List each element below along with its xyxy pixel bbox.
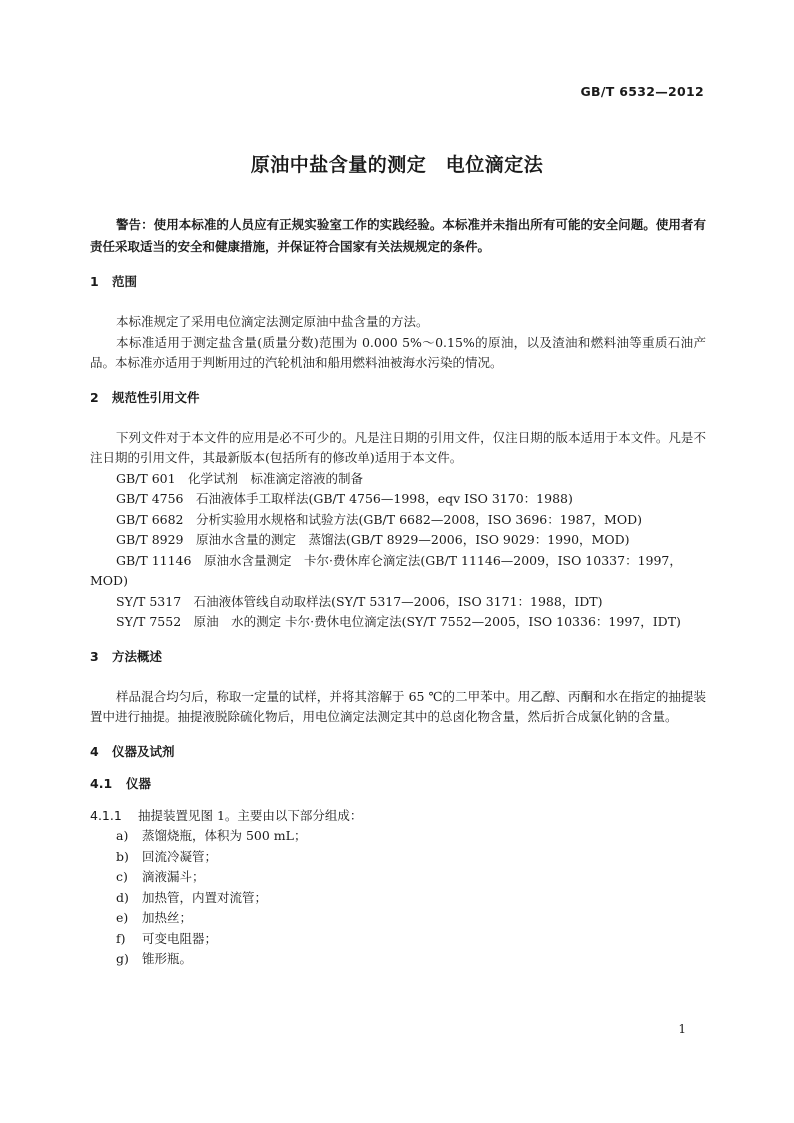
reference-item: GB/T 6682 分析实验用水规格和试验方法(GB/T 6682—2008，ISO 3696：1987，MOD)	[116, 511, 642, 527]
section-title: 方法概述	[112, 648, 163, 664]
section-number: 4	[90, 743, 99, 759]
section-1-heading	[90, 272, 706, 292]
scope-paragraph-1: 本标准规定了采用电位滴定法测定原油中盐含量的方法。	[116, 314, 429, 329]
references-intro: 下列文件对于本文件的应用是必不可少的。凡是注日期的引用文件，仅注日期的版本适用于本文件。凡是不注日期的引用文件，其最新版本(包括所有的修改单)适用于本文件。	[90, 429, 706, 465]
page-number: 1	[678, 1022, 686, 1036]
list-item-label: d)	[116, 889, 129, 905]
list-item-label: e)	[116, 910, 129, 925]
list-item-text: 滴液漏斗；	[142, 869, 205, 884]
list-item-label: f)	[116, 930, 126, 946]
list-item-label: c)	[116, 869, 128, 884]
list-item	[90, 908, 706, 929]
warning-paragraph: 警告：使用本标准的人员应有正规实验室工作的实践经验。本标准并未指出所有可能的安全问题。使用者有责任采取适当的安全和健康措施，并保证符合国家有关法规规定的条件。	[90, 217, 706, 254]
document-body	[90, 214, 706, 970]
section-title: 仪器及试剂	[112, 743, 175, 759]
reference-item: GB/T 4756 石油液体手工取样法(GB/T 4756—1998，eqv ISO 3170：1988)	[116, 491, 573, 506]
list-item-text: 锥形瓶。	[142, 951, 193, 966]
clause-4-1-1	[90, 806, 706, 827]
list-item-label: g)	[116, 951, 129, 966]
section-number: 2	[90, 389, 99, 405]
reference-item: SY/T 7552 原油 水的测定 卡尔·费休电位滴定法(SY/T 7552—2005，ISO 10336：1997，IDT)	[116, 614, 681, 629]
list-item-label: a)	[116, 828, 129, 843]
section-4-heading	[90, 742, 706, 762]
reference-item: GB/T 11146 原油水含量测定 卡尔·费休库仑滴定法(GB/T 11146—2009，ISO 10337：1997，MOD)	[90, 552, 682, 588]
subsection-title: 仪器	[126, 775, 152, 791]
reference-item: GB/T 8929 原油水含量的测定 蒸馏法(GB/T 8929—2006，ISO 9029：1990，MOD)	[116, 532, 630, 547]
list-item-text: 回流冷凝管；	[142, 848, 218, 864]
method-summary-paragraph: 样品混合均匀后，称取一定量的试样，并将其溶解于 65 ℃的二甲苯中。用乙醇、丙酮和水在指定的抽提装置中进行抽提。抽提液脱除硫化物后，用电位滴定法测定其中的总卤化物含量，然后折合成氯化钠的含量。	[90, 688, 706, 724]
section-number: 3	[90, 648, 99, 664]
list-item-text: 可变电阻器；	[142, 930, 218, 946]
section-3-heading	[90, 647, 706, 667]
subsection-number: 4.1	[90, 775, 113, 791]
subsection-4-1-heading	[90, 774, 706, 794]
list-item	[90, 949, 706, 970]
section-title: 规范性引用文件	[112, 389, 200, 405]
reference-item: GB/T 601 化学试剂 标准滴定溶液的制备	[116, 470, 364, 486]
list-item	[90, 867, 706, 888]
clause-number: 4.1.1	[90, 807, 122, 823]
scope-paragraph-2: 本标准适用于测定盐含量(质量分数)范围为 0.000 5%～0.15%的原油，以及渣油和燃料油等重质石油产品。本标准亦适用于判断用过的汽轮机油和船用燃料油被海水污染的情况。	[90, 334, 706, 370]
list-item	[90, 888, 706, 909]
document-title: 原油中盐含量的测定 电位滴定法	[250, 154, 544, 176]
clause-text: 抽提装置见图 1。主要由以下部分组成：	[138, 807, 363, 823]
list-item-label: b)	[116, 848, 129, 864]
section-title: 范围	[112, 274, 138, 289]
list-item-text: 蒸馏烧瓶，体积为 500 mL；	[142, 828, 307, 843]
list-item-text: 加热管，内置对流管；	[142, 889, 268, 905]
section-2-heading	[90, 388, 706, 408]
standard-code: GB/T 6532—2012	[580, 84, 704, 99]
section-number: 1	[90, 274, 99, 289]
list-item	[90, 847, 706, 868]
reference-item: SY/T 5317 石油液体管线自动取样法(SY/T 5317—2006，ISO 3171：1988，IDT)	[116, 593, 603, 609]
list-item	[90, 826, 706, 847]
list-item-text: 加热丝；	[142, 910, 193, 925]
list-item	[90, 929, 706, 950]
